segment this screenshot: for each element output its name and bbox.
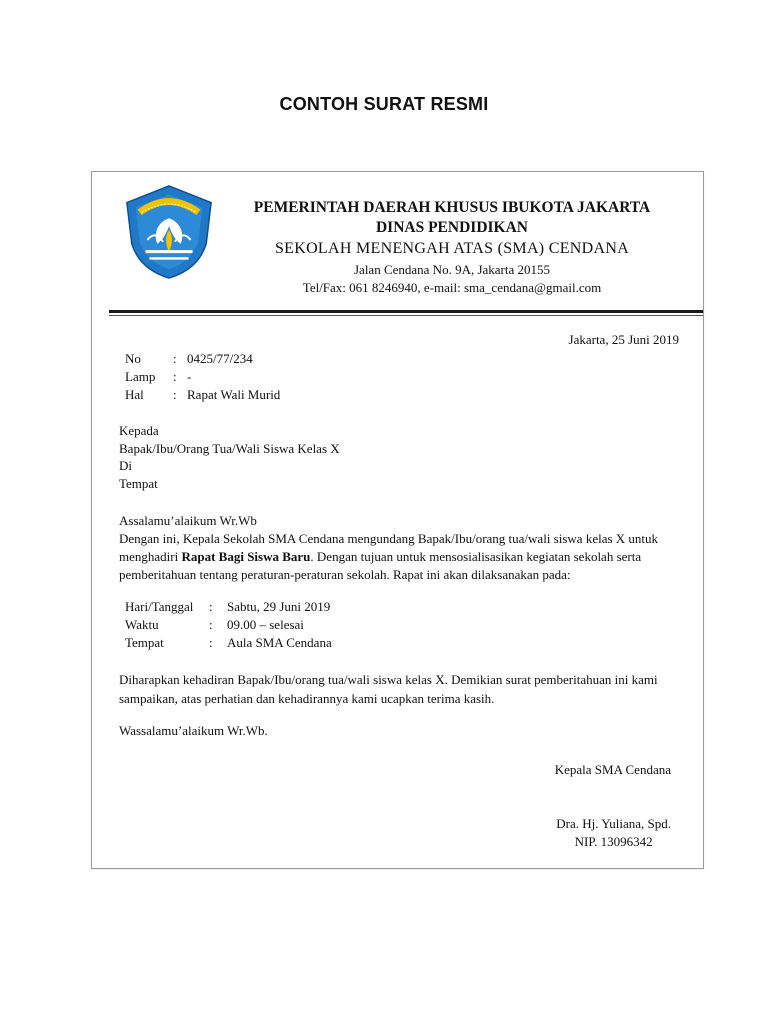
schedule-key: Hari/Tanggal <box>125 599 194 614</box>
farewell: Wassalamu’alaikum Wr.Wb. <box>119 723 268 738</box>
recipient-line: Bapak/Ibu/Orang Tua/Wali Siswa Kelas X <box>119 440 340 456</box>
meta-row-number <box>125 350 280 368</box>
meta-row-attachment <box>125 368 280 386</box>
schedule-row-place <box>125 634 332 652</box>
body-text-part2: . Dengan tujuan untuk mensosialisasikan kegiatan sekolah serta pemberitahuan tentang peraturan-peraturan sekolah. Rapat ini akan dilaksanakan pada: <box>119 549 642 582</box>
letter-date: Jakarta, 25 Juni 2019 <box>568 332 679 347</box>
schedule-key: Tempat <box>125 635 164 650</box>
signer-title: Kepala SMA Cendana <box>554 762 671 777</box>
schedule-key: Waktu <box>125 617 159 632</box>
letterhead-divider-thick <box>109 310 703 313</box>
letterhead-school: SEKOLAH MENENGAH ATAS (SMA) CENDANA <box>274 240 630 257</box>
letterhead-government: PEMERINTAH DAERAH KHUSUS IBUKOTA JAKARTA <box>253 199 651 216</box>
schedule-value: Aula SMA Cendana <box>227 635 332 650</box>
recipient-line: Di <box>119 458 132 473</box>
schedule-row-time <box>125 616 332 634</box>
signer-name: Dra. Hj. Yuliana, Spd. <box>556 816 671 831</box>
tut-wuri-handayani-logo <box>120 182 218 282</box>
recipient-block <box>119 422 340 492</box>
signer-nip: NIP. 13096342 <box>574 834 653 849</box>
letterhead-department: DINAS PENDIDIKAN <box>375 219 528 236</box>
schedule-sep: : <box>209 599 213 614</box>
meta-value: 0425/77/234 <box>187 351 253 366</box>
body-paragraph <box>119 530 679 584</box>
schedule-value: Sabtu, 29 Juni 2019 <box>227 599 331 614</box>
letterhead <box>232 198 672 297</box>
letterhead-divider-thin <box>109 315 703 316</box>
letterhead-address: Jalan Cendana No. 9A, Jakarta 20155 <box>353 262 551 277</box>
meta-value: - <box>187 369 192 384</box>
letterhead-contact: Tel/Fax: 061 8246940, e-mail: sma_cendana@gmail.com <box>302 280 602 295</box>
body-text-part1: Dengan ini, Kepala Sekolah SMA Cendana mengundang Bapak/Ibu/orang tua/wali siswa kelas X untuk menghadiri <box>119 531 659 564</box>
recipient-line: Tempat <box>119 475 158 491</box>
schedule-sep: : <box>209 635 213 650</box>
meta-sep: : <box>173 387 177 402</box>
schedule-block <box>125 598 332 652</box>
meta-row-subject <box>125 386 280 404</box>
schedule-row-date <box>125 598 332 616</box>
meta-key: No <box>125 351 141 366</box>
recipient-line: Kepada <box>119 423 159 438</box>
body-text-bold: Rapat Bagi Siswa Baru <box>181 549 311 564</box>
letter-meta <box>125 350 280 404</box>
meta-key: Hal <box>125 387 144 402</box>
meta-sep: : <box>173 369 177 384</box>
letter-body <box>119 512 679 584</box>
meta-value: Rapat Wali Murid <box>187 387 281 402</box>
meta-sep: : <box>173 351 177 366</box>
page-title: CONTOH SURAT RESMI <box>279 94 489 114</box>
schedule-value: 09.00 – selesai <box>227 617 304 632</box>
letter-image <box>91 171 704 869</box>
schedule-sep: : <box>209 617 213 632</box>
signature-block <box>556 815 671 851</box>
meta-key: Lamp <box>125 369 156 384</box>
greeting: Assalamu’alaikum Wr.Wb <box>119 513 257 528</box>
closing-paragraph: Diharapkan kehadiran Bapak/Ibu/orang tua/wali siswa kelas X. Demikian surat pemberitahuan ini kami sampaikan, atas perhatian dan kehadirannya kami ucapkan terima kasih. <box>119 672 658 706</box>
